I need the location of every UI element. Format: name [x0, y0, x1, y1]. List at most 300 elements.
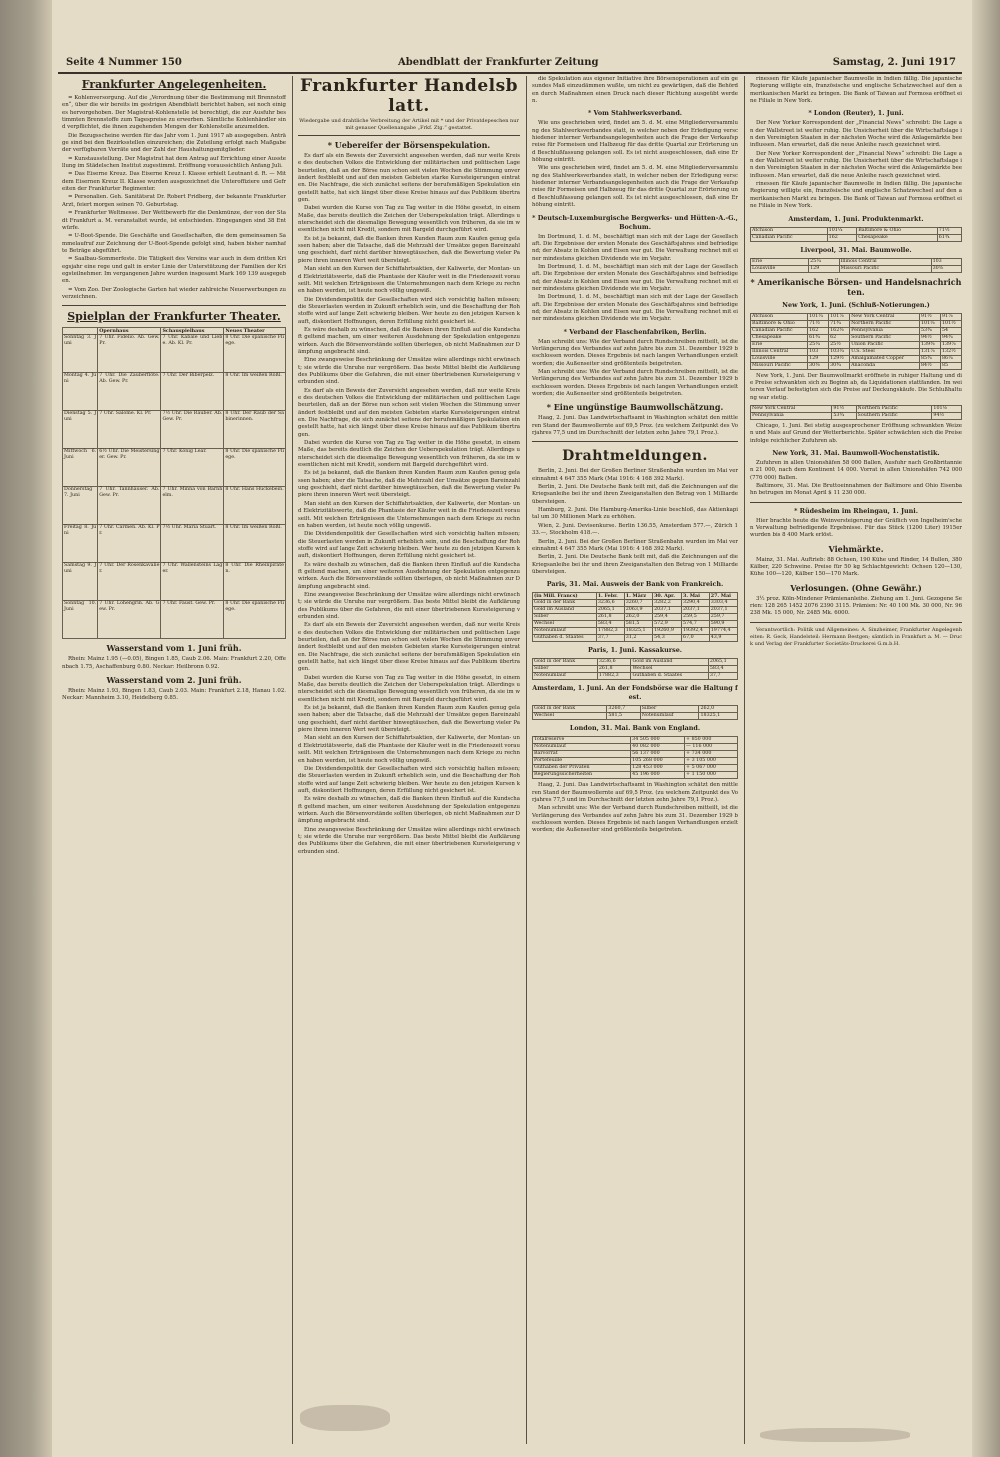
table-cell: + 850 000 — [685, 737, 738, 744]
article-paragraph: Der New Yorker Korrespondent der „Financial News“ schreibt: Die Lage an der Wallstreet ist weiter ruhig. Die Unsicherheit über die Wirtschaftslage in den Vereinigten Staaten in der nächsten Woche wird die Anlagemärkte beeinflussen. Man erwartet, daß die neue Anleihe rasch gezeichnet wird. — [750, 120, 962, 149]
liverpool-table — [750, 258, 962, 273]
day-cell: Donnerstag 7. Juni — [63, 487, 98, 525]
day-cell: Dienstag 5. Juni — [63, 411, 98, 449]
water-level-title: Wasserstand vom 1. Juni früh. — [106, 643, 242, 654]
table-cell: 45 196 000 — [631, 772, 685, 779]
imprint: Verantwortlich: Politik und Allgemeines: A. Sinzheimer, Frankfurter Angelegenheiten: R. Geck, Handelsteil: Hermann Bestgen; sämtlich in Frankfurt a. M. — Druck und Verlag der Frankfurter Societäts-Druckerei G.m.b.H. — [750, 626, 962, 648]
table-cell: 94½ — [932, 412, 962, 419]
table-cell: Southern Pacific — [850, 334, 920, 341]
table-row — [533, 772, 738, 779]
new-york-quotes-table — [750, 313, 962, 370]
book-binding — [0, 0, 52, 1457]
table-cell: Notenumlauf — [533, 744, 631, 751]
table-row — [751, 327, 962, 334]
wire-paragraph: Berlin, 2. Juni. Die Deutsche Bank teilt mit, daß die Zeichnungen auf die Kriegsanleihe bei ihr und ihren Zweiganstalten den Betrag von 1 Milliarde übersteigen. — [532, 484, 738, 505]
wire-paragraph: Berlin, 2. Juni. Die Deutsche Bank teilt mit, daß die Zeichnungen auf die Kriegsanleihe bei ihr und ihren Zweiganstalten den Betrag von 1 Milliarde übersteigen. — [532, 554, 738, 575]
table-cell: 17882,3 — [596, 628, 624, 635]
article-title: * Uebereifer der Börsenspekulation. — [327, 140, 491, 150]
article-paragraph: Eine zwangsweise Beschränkung der Umsätze wäre allerdings nicht erwünscht; sie würde die Unruhe nur vergrößern. Das beste Mittel bleibt die Aufklärung des Publikums über die Gefahren, die mit einer übertriebenen Kurssteigerung verbunden sind. — [298, 591, 520, 620]
table-cell: 86¼ — [940, 355, 961, 362]
table-cell: Chesapeake — [751, 334, 808, 341]
day-cell: Freitag 8. Juni — [63, 525, 98, 563]
article-paragraph: Man sieht an den Kursen der Schiffahrtsaktien, der Kaliwerte, der Montan- und Elektrizitätswerte, daß die Phantasie der Käufer weit in die Friedenszeit vorauseilt. Mit welchen Erträgnissen die Unternehmungen nach dem Kriege zu rechnen haben werden, ist heute noch völlig ungewiß. — [298, 735, 520, 764]
article-paragraph: = Frankfurter Weltmesse. Der Wettbewerb für die Denkmünze, der von der Stadt Frankfurt a. M. veranstaltet wurde, ist entschieden. Eingegangen sind 38 Entwürfe. — [62, 210, 286, 231]
table-cell: 2065,1 — [596, 607, 624, 614]
table-cell: 30⅜ — [808, 362, 829, 369]
play-cell: 7 Uhr. Der Biberpelz. — [161, 373, 224, 411]
table-cell: 84½ — [919, 362, 940, 369]
new-theater-cell: 8 Uhr. Die spanische Fliege. — [224, 449, 286, 487]
article-paragraph: Es wäre deshalb zu wünschen, daß die Banken ihren Einfluß auf die Kundschaft geltend machen, um einer weiteren Ausdehnung der Spekulation entgegenzuwirken. Auch die Börsenvorstände sollten überlegen, ob nicht Maßnahmen zur Dämpfung angebracht sind. — [298, 796, 520, 825]
column-business — [298, 76, 520, 1444]
table-row — [533, 659, 738, 666]
new-theater-cell: 8 Uhr. Die spanische Fliege. — [224, 601, 286, 639]
amsterdam-table — [532, 705, 738, 720]
article-paragraph: New York, 1. Juni. Der Baumwollmarkt eröffnete in ruhiger Haltung und die Preise schwankten sich zu Beginn ab, da Liquidationen stattfanden. Im weiteren Verlauf befestigten sich die Preise auf Deckungskäufe. Die Schlußhaltung war stetig. — [750, 372, 962, 401]
water-level-text: Rhein: Mainz 1.93, Bingen 1.83, Caub 2.03. Main: Frankfurt 2.18, Hanau 1.02. Neckar: Mannheim 3.10, Heidelberg 0.85. — [62, 687, 286, 702]
table-cell: 101⅛ — [919, 320, 940, 327]
table-cell: New York Central — [850, 313, 920, 320]
table-row — [751, 355, 962, 362]
table-cell: + 5 067 000 — [685, 765, 738, 772]
article-title: * Verband der Flaschenfabriken, Berlin. — [563, 327, 707, 336]
table-cell: Southern Pacific — [856, 412, 932, 419]
article-paragraph: = Saalbau-Sommerfeste. Die Tätigkeit des Vereins war auch in dem dritten Kriegsjahr eine rege und galt in erster Linie der Unterstützung der Familien der Kriegsteilnehmer. Im vergangenen Jahre wurden insgesamt Mark 169 139 ausgegeben. — [62, 256, 286, 285]
table-cell: Guthaben d. Staates — [631, 673, 708, 680]
table-row — [533, 737, 738, 744]
table-cell: 2037,1 — [653, 607, 682, 614]
table-row — [751, 341, 962, 348]
water-level-text: Rhein: Mainz 1.95 (—0.05), Bingen 1.85, Caub 2.06. Main: Frankfurt 2.20, Offenbach 1.75, Aschaffenburg 0.80. Neckar: Heilbronn 0.92. — [62, 656, 286, 670]
new-theater-cell: 8 Uhr. Die spanische Fliege. — [224, 335, 286, 373]
table-cell: — 116 000 — [685, 744, 738, 751]
business-section-title: Frankfurter Handelsblatt. — [299, 76, 519, 116]
table-cell: 3303,4 — [709, 600, 737, 607]
table-row — [533, 744, 738, 751]
table-row — [751, 412, 962, 419]
table-cell: Canadian Pacific — [751, 234, 828, 241]
table-cell: 583,4 — [596, 621, 624, 628]
table-cell: Erie — [751, 341, 808, 348]
table-title: Amsterdam, 1. Juni. An der Fondsbörse war die Haltung fest. — [532, 684, 738, 702]
article-paragraph: = Kohlenversorgung. Auf die „Verordnung über die Bestimmung mit Brennstoffen“, über die wir bereits im gestrigen Abendblatt berichtet haben, sei noch einiges hervorgehoben. Der Magistrat-Kohlenstelle ist berechtigt, die zur Ausfuhr bestimmten Brennstoffe zum Tagespreise zu erwerben. Sämtliche Kohlenhändler sind verpflichtet, die ihnen zugehenden Mengen der Kohlenstelle anzumelden. — [62, 95, 286, 131]
new-theater-cell: 8 Uhr. Der Raub der Sabinerinnen. — [224, 411, 286, 449]
table-cell: Erie — [751, 258, 809, 265]
table-row — [533, 600, 738, 607]
table-row — [533, 607, 738, 614]
day-cell: Samstag 9. Juni — [63, 563, 98, 601]
table-row — [533, 765, 738, 772]
article-paragraph: Eine zwangsweise Beschränkung der Umsätze wäre allerdings nicht erwünscht; sie würde die Unruhe nur vergrößern. Das beste Mittel bleibt die Aufklärung des Publikums über die Gefahren, die mit einer übertriebenen Kurssteigerung verbunden sind. — [298, 826, 520, 855]
table-cell: U.S. Steel — [850, 348, 920, 355]
table-cell: Guthaben der Privaten — [533, 765, 631, 772]
article-paragraph: Hier brachte heute die Weinversteigerung der Gräflich von Ingelheim'schen Verwaltung befriedigende Ergebnisse. Für das Stück (1200 Liter) 1915er wurden bis 8 400 Mark erlöst. — [750, 517, 962, 539]
table-cell: 262,0 — [624, 614, 652, 621]
article-paragraph: Man sieht an den Kursen der Schiffahrtsaktien, der Kaliwerte, der Montan- und Elektrizitätswerte, daß die Phantasie der Käufer weit in die Friedenszeit vorauseilt. Mit welchen Erträgnissen die Unternehmungen nach dem Kriege zu rechnen haben werden, ist heute noch völlig ungewiß. — [298, 500, 520, 529]
table-cell: 101¼ — [827, 227, 857, 234]
article-paragraph: Es wäre deshalb zu wünschen, daß die Banken ihren Einfluß auf die Kundschaft geltend machen, um einer weiteren Ausdehnung der Spekulation entgegenzuwirken. Auch die Börsenvorstände sollten überlegen, ob nicht Maßnahmen zur Dämpfung angebracht sind. — [298, 561, 520, 590]
article-paragraph: Der New Yorker Korrespondent der „Financial News“ schreibt: Die Lage an der Wallstreet ist weiter ruhig. Die Unsicherheit über die Wirtschaftslage in den Vereinigten Staaten in der nächsten Woche wird die Anlagemärkte beeinflussen. Man erwartet, daß die neue Anleihe rasch gezeichnet wird. — [750, 150, 962, 179]
table-cell: 129½ — [829, 355, 850, 362]
play-cell: 7 Uhr. König Lear. — [161, 449, 224, 487]
wire-paragraph: Berlin, 2. Juni. Bei der Großen Berliner Straßenbahn wurden im Mai vereinnahmt 4 647 355 Mark (Mai 1916: 4 168 392 Mark). — [532, 538, 738, 552]
article-paragraph: rinessen für Käufe japanischer Baumwolle in Indien fällig. Die japanische Regierung willigte ein, französische und englische Schatzwechsel auf den amerikanischen Markt zu bringen. Die Bank of Taiwan auf Formosa eröffnet eine Filiale in New York. — [750, 76, 962, 105]
article-paragraph: die Spekulation aus eigener Initiative ihre Börsenoperationen auf ein gesundes Maß einzudämmen wußte, um nicht zu gewärtigen, daß die Behörden durch Maßnahmen einen Druck nach dieser Richtung ausgeübt werden. — [532, 76, 738, 105]
table-cell: 85¾ — [919, 355, 940, 362]
article-paragraph: Es ist ja bekannt, daß die Banken ihren Kunden Raum zum Kaufen genug gelassen haben; aber die Tatsache, daß die Mehrzahl der Umsätze gegen Bareinzahlung geschieht, darf nicht darüber hinwegtäuschen, daß die Bewertung vieler Papiere ihren inneren Wert weit übersteigt. — [298, 470, 520, 499]
table-cell: 581,5 — [607, 713, 640, 720]
table-cell: Atchison — [751, 227, 828, 234]
table-row — [751, 313, 962, 320]
section-title: Viehmärkte. — [828, 543, 884, 554]
table-cell: 18325,1 — [699, 713, 738, 720]
table-cell: 3236,6 — [596, 600, 624, 607]
table-row — [751, 348, 962, 355]
table-cell: 581,5 — [624, 621, 652, 628]
opera-cell: 7 Uhr. Salome. Kl. Pr. — [98, 411, 161, 449]
table-title: Paris, 31. Mai. Ausweis der Bank von Frankreich. — [546, 580, 724, 589]
table-cell: 2037,1 — [682, 607, 710, 614]
play-cell: 7 Uhr. Kabale und Liebe. Ab. Kl. Pr. — [161, 335, 224, 373]
play-cell: 7½ Uhr. Die Räuber. Ab. Gew. Pr. — [161, 411, 224, 449]
bank-france-table — [532, 592, 738, 642]
new-theater-cell: 8 Uhr. Im weißen Rößl. — [224, 525, 286, 563]
table-row — [63, 449, 286, 487]
copyright-note: Wiedergabe und drahtliche Verbreitung der Artikel mit * und der Privatdepeschen nur mit genauer Quellenangabe „Frkf. Ztg.“ gestattet. — [299, 118, 519, 131]
article-paragraph: Eine zwangsweise Beschränkung der Umsätze wäre allerdings nicht erwünscht; sie würde die Unruhe nur vergrößern. Das beste Mittel bleibt die Aufklärung des Publikums über die Gefahren, die mit einer übertriebenen Kurssteigerung verbunden sind. — [298, 357, 520, 386]
table-title: Amsterdam, 1. Juni. Produktenmarkt. — [788, 214, 924, 223]
article-paragraph: Haag, 2. Juni. Das Landwirtschaftsamt in Washington schätzt den mittleren Stand der Baumwollernte auf 69,5 Proz. (zu welchem Zeitpunkt des Vorjahres 77,5 und im Durchschnitt der letzten zehn Jahre 79,1 Proz.). — [532, 782, 738, 803]
theater-header — [63, 328, 98, 335]
table-cell: 259,7 — [709, 614, 737, 621]
table-cell: 56 137 000 — [631, 751, 685, 758]
table-cell: Gold in der Bank — [533, 706, 607, 713]
issue-date: Samstag, 2. Juni 1917 — [832, 57, 956, 68]
table-cell: 53¾ — [832, 412, 856, 419]
table-cell: 162 — [808, 327, 829, 334]
produce-table — [750, 227, 962, 242]
table-header: 30. Apr. — [653, 593, 682, 600]
new-theater-cell: 8 Uhr. Die Rheinpiraten. — [224, 563, 286, 601]
table-row — [533, 614, 738, 621]
table-cell: Pennsylvania — [850, 327, 920, 334]
article-paragraph: Man schreibt uns: Wie der Verband durch Rundschreiben mitteilt, ist die Verlängerung des Verbandes auf zehn Jahre bis zum 31. Dezember 1929 beschlossen worden. Dieses Ergebnis ist nach langen Verhandlungen erzielt worden; die Außenseiter sind größtenteils beigetreten. — [532, 338, 738, 367]
article-paragraph: Es darf als ein Beweis der Zuversicht angesehen werden, daß nur weite Kreise des deutschen Volkes die Entwicklung der militärischen und politischen Lage beurteilen, daß an der Börse nun schon seit vielen Wochen die Stimmung unverändert festbleibt und auf den meisten Gebieten starke Kurssteigerungen eintraten. Die Nachfrage, die sich zunächst seitens der berufsmäßigen Spekulation eingestellt hatte, hat sich längst über diese Kreise hinaus auf das Publikum übertragen. — [298, 622, 520, 673]
play-cell: 7½ Uhr. Maria Stuart. — [161, 525, 224, 563]
table-cell: Gold in der Bank — [533, 659, 598, 666]
table-cell: Gold in der Bank — [533, 600, 597, 607]
paris-quotes-table — [532, 658, 738, 680]
article-paragraph: Dabei wurden die Kurse von Tag zu Tag weiter in die Höhe gesetzt, in einem Maße, das bereits deutlich die Zeichen der Ueberspekulation trägt. Allerdings unterscheidet sich die diesmalige Bewegung wesentlich von früheren, da sie im wesentlichen nicht mit Kredit, sondern mit Bargeld durchgeführt wird. — [298, 440, 520, 469]
article-paragraph: Im Dortmund, 1. d. M., beschäftigt man sich mit der Lage der Gesellschaft. Die Ergebnisse der ersten Monate des Geschäftsjahres sind befriedigend; der Absatz in Kohlen und Eisen war gut. Die Verwaltung rechnet mit einer mindestens gleichen Dividende wie im Vorjahr. — [532, 294, 738, 323]
table-row — [751, 405, 962, 412]
table-cell: 34 505 000 — [631, 737, 685, 744]
table-cell: 3282,2 — [653, 600, 682, 607]
table-cell: 43,9 — [709, 635, 737, 642]
table-cell: 19260,9 — [653, 628, 682, 635]
table-cell: 19774,4 — [709, 628, 737, 635]
table-cell: Illinois Central — [751, 348, 808, 355]
table-row — [751, 234, 962, 241]
article-title: * Vom Stahlwerksverband. — [587, 109, 683, 118]
wire-paragraph: Hamburg, 2. Juni. Die Hamburg-Amerika-Linie beschloß, das Aktienkapital um 30 Millionen Mark zu erhöhen. — [532, 507, 738, 521]
table-cell: Notenumlauf — [640, 713, 699, 720]
day-cell: Sonntag 3. Juni — [63, 335, 98, 373]
table-cell: Gold im Ausland — [533, 607, 597, 614]
table-cell: 61¾ — [808, 334, 829, 341]
table-cell: 572,9 — [653, 621, 682, 628]
table-row — [533, 666, 738, 673]
table-cell: Notenumlauf — [533, 673, 598, 680]
article-paragraph: Es wäre deshalb zu wünschen, daß die Banken ihren Einfluß auf die Kundschaft geltend machen, um einer weiteren Ausdehnung der Spekulation entgegenzuwirken. Auch die Börsenvorstände sollten überlegen, ob nicht Maßnahmen zur Dämpfung angebracht sind. — [298, 326, 520, 355]
table-cell: Silber — [533, 614, 597, 621]
article-paragraph: Es ist ja bekannt, daß die Banken ihren Kunden Raum zum Kaufen genug gelassen haben; aber die Tatsache, daß die Mehrzahl der Umsätze gegen Bareinzahlung geschieht, darf nicht darüber hinwegtäuschen, daß die Bewertung vieler Papiere ihren inneren Wert weit übersteigt. — [298, 235, 520, 264]
play-cell: 7 Uhr. Minna von Barnhelm. — [161, 487, 224, 525]
article-title: * Eine ungünstige Baumwollschätzung. — [546, 402, 724, 413]
article-paragraph: = Vom Zoo. Der Zoologische Garten hat wieder zahlreiche Neuerwerbungen zu verzeichnen. — [62, 286, 286, 300]
table-cell: Regierungssicherheiten — [533, 772, 631, 779]
table-cell: 103 — [931, 258, 961, 265]
table-cell: 128 453 000 — [631, 765, 685, 772]
table-cell: + 3 105 000 — [685, 758, 738, 765]
wire-paragraph: Berlin, 2. Juni. Bei der Großen Berliner Straßenbahn wurden im Mai vereinnahmt 4 647 355 Mark (Mai 1916: 4 168 392 Mark). — [532, 468, 738, 482]
article-paragraph: Zufuhren in allen Unionshäfen 58 000 Ballen, Ausfuhr nach Großbritannien 21 000, nach dem Kontinent 14 000. Vorrat in allen Unionshäfen 742 000 (776 000) Ballen. — [750, 459, 962, 481]
article-paragraph: Mainz, 31. Mai. Auftrieb: 88 Ochsen, 190 Kühe und Rinder, 14 Bullen, 380 Kälber, 220 Schweine. Preise für 50 kg Schlachtgewicht: Ochsen 120—130, Kühe 100—120, Kälber 150—170 Mark. — [750, 556, 962, 578]
cotton-futures-table — [750, 405, 962, 420]
theater-title: Spielplan der Frankfurter Theater. — [67, 310, 281, 324]
article-paragraph: Dabei wurden die Kurse von Tag zu Tag weiter in die Höhe gesetzt, in einem Maße, das bereits deutlich die Zeichen der Ueberspekulation trägt. Allerdings unterscheidet sich die diesmalige Bewegung wesentlich von früheren, da sie im wesentlichen nicht mit Kredit, sondern mit Bargeld durchgeführt wird. — [298, 674, 520, 703]
column-market-news — [532, 76, 738, 1444]
article-paragraph: Im Dortmund, 1. d. M., beschäftigt man sich mit der Lage der Gesellschaft. Die Ergebnisse der ersten Monate des Geschäftsjahres sind befriedigend; der Absatz in Kohlen und Eisen war gut. Die Verwaltung rechnet mit einer mindestens gleichen Dividende wie im Vorjahr. — [532, 233, 738, 262]
article-paragraph: Dabei wurden die Kurse von Tag zu Tag weiter in die Höhe gesetzt, in einem Maße, das bereits deutlich die Zeichen der Ueberspekulation trägt. Allerdings unterscheidet sich die diesmalige Bewegung wesentlich von früheren, da sie im wesentlichen nicht mit Kredit, sondern mit Bargeld durchgeführt wird. — [298, 205, 520, 234]
table-row — [533, 706, 738, 713]
table-row — [533, 673, 738, 680]
table-cell: 105 268 000 — [631, 758, 685, 765]
table-cell: Louisville — [751, 265, 809, 272]
table-cell: Canadian Pacific — [751, 327, 808, 334]
article-paragraph: Im Dortmund, 1. d. M., beschäftigt man sich mit der Lage der Gesellschaft. Die Ergebnisse der ersten Monate des Geschäftsjahres sind befriedigend; der Absatz in Kohlen und Eisen war gut. Die Verwaltung rechnet mit einer mindestens gleichen Dividende wie im Vorjahr. — [532, 263, 738, 292]
table-cell: + 734 000 — [685, 751, 738, 758]
table-cell: 262,0 — [699, 706, 738, 713]
table-cell: 583,4 — [708, 666, 737, 673]
table-row — [533, 628, 738, 635]
table-cell: 574,7 — [682, 621, 710, 628]
table-cell: 54,3 — [653, 635, 682, 642]
table-cell: 91⅞ — [940, 313, 961, 320]
table-cell: 3260,7 — [624, 600, 652, 607]
table-cell: 103 — [808, 348, 829, 355]
table-row — [63, 525, 286, 563]
table-cell: Northern Pacific — [856, 405, 932, 412]
table-cell: New York Central — [751, 405, 832, 412]
theater-header: Opernhaus — [98, 328, 161, 335]
table-cell: 129 — [808, 355, 829, 362]
table-cell: 139⅞ — [940, 341, 961, 348]
table-cell: 25½ — [829, 341, 850, 348]
table-row — [751, 227, 962, 234]
wire-paragraph: Wien, 2. Juni. Devisenkurse. Berlin 136.55, Amsterdam 577.—, Zürich 133.—, Stockholm 418.—. — [532, 522, 738, 537]
day-cell: Montag 4. Juni — [63, 373, 98, 411]
table-cell: 37,7 — [596, 635, 624, 642]
ink-stain — [300, 1405, 390, 1431]
table-cell: Barvorrat — [533, 751, 631, 758]
article-paragraph: = Kunstausstellung. Der Magistrat hat dem Antrag auf Errichtung einer Ausstellung im Städelschen Institut zugestimmt. Eröffnung voraussichtlich Anfang Juli. — [62, 155, 286, 170]
table-cell: 54 — [940, 327, 961, 334]
table-cell: 101⅛ — [932, 405, 962, 412]
table-cell: 2065,1 — [708, 659, 737, 666]
article-paragraph: Die Dividendenpolitik der Gesellschaften wird sich vorsichtig halten müssen; die Steuerlasten werden in Zukunft erheblich sein, und die Beschaffung der Rohstoffe wird auf lange Zeit schwierig bleiben. Wer heute zu den jetzigen Kursen kauft, diskontiert Hoffnungen, deren Erfüllung nicht gesichert ist. — [298, 296, 520, 325]
table-row — [751, 362, 962, 369]
table-cell: Wechsel — [631, 666, 708, 673]
table-header: 27. Mai — [709, 593, 737, 600]
day-cell: Mittwoch 6. Juni — [63, 449, 98, 487]
table-cell: Northern Pacific — [850, 320, 920, 327]
table-cell: 71½ — [808, 320, 829, 327]
table-cell: Silber — [533, 666, 598, 673]
article-title: * Rüdesheim im Rheingau, 1. Juni. — [794, 506, 918, 515]
table-cell: Baltimore & Ohio — [857, 227, 937, 234]
table-row — [751, 265, 962, 272]
wire-news-title: Drahtmeldungen. — [562, 448, 708, 465]
table-cell: Missouri Pacific — [839, 265, 931, 272]
table-cell: 40 082 000 — [631, 744, 685, 751]
table-cell: 37,7 — [708, 673, 737, 680]
table-row — [533, 713, 738, 720]
table-cell: 25¼ — [808, 341, 829, 348]
table-cell: 103¼ — [829, 348, 850, 355]
table-cell: 71¾ — [829, 320, 850, 327]
article-paragraph: Man schreibt uns: Wie der Verband durch Rundschreiben mitteilt, ist die Verlängerung des Verbandes auf zehn Jahre bis zum 31. Dezember 1929 beschlossen worden. Dieses Ergebnis ist nach langen Verhandlungen erzielt worden; die Außenseiter sind größtenteils beigetreten. — [532, 369, 738, 398]
article-paragraph: 3½ proz. Köln-Mindener Prämienanleihe. Ziehung am 1. Juni. Gezogene Serien: 128 265 1452 2076 2390 3115. Prämien: Nr. 40 100 Mk. 30 000, Nr. 96 238 Mk. 15 000, Nr. 2485 Mk. 6000. — [750, 595, 962, 617]
opera-cell: 7 Uhr. Carmen. Ab. Kl. Pr. — [98, 525, 161, 563]
table-row — [63, 335, 286, 373]
table-cell: Silber — [640, 706, 699, 713]
table-cell: 139⅜ — [919, 341, 940, 348]
section-title: * Amerikanische Börsen- und Handelsnachrichten. — [750, 276, 962, 297]
column-rule — [744, 76, 745, 1444]
table-cell: 2063,9 — [624, 607, 652, 614]
table-cell: 17882,3 — [597, 673, 631, 680]
table-cell: 590,9 — [709, 621, 737, 628]
table-row — [533, 751, 738, 758]
table-cell: 2037,1 — [709, 607, 737, 614]
article-paragraph: Wie uns geschrieben wird, findet am 5. d. M. eine Mitgliederversammlung des Stahlwerksverbandes statt, in welcher neben der Erledigung verschiedener interner Verbandsangelegenheiten auch die Frage der Verkaufspreise für Formeisen und Halbzeug für das dritte Quartal zur Erörterung und Beschlußfassung gelangen soll. Es ist nicht ausgeschlossen, daß eine Erhöhung eintritt. — [532, 165, 738, 209]
table-row — [63, 373, 286, 411]
table-cell: Notenumlauf — [533, 628, 597, 635]
table-title: Liverpool, 31. Mai. Baumwolle. — [800, 245, 912, 254]
table-cell: 3236,6 — [597, 659, 631, 666]
day-cell: Sonntag 10. Juni — [63, 601, 98, 639]
article-paragraph: Die Dividendenpolitik der Gesellschaften wird sich vorsichtig halten müssen; die Steuerlasten werden in Zukunft erheblich sein, und die Beschaffung der Rohstoffe wird auf lange Zeit schwierig bleiben. Wer heute zu den jetzigen Kursen kauft, diskontiert Hoffnungen, deren Erfüllung nicht gesichert ist. — [298, 765, 520, 794]
table-row — [751, 320, 962, 327]
table-cell: 162⅜ — [829, 327, 850, 334]
table-title: New York, 1. Juni. (Schluß-Notierungen.) — [782, 300, 930, 309]
table-row — [63, 563, 286, 601]
table-cell: 30⅜ — [931, 265, 961, 272]
table-header: (in Mill. Francs) — [533, 593, 597, 600]
table-cell: 61¾ — [937, 234, 961, 241]
article-title: New York, 31. Mai. Baumwoll-Wochenstatistik. — [772, 448, 940, 457]
table-row — [533, 635, 738, 642]
table-cell: 261,8 — [596, 614, 624, 621]
table-cell: Guthaben d. Staates — [533, 635, 597, 642]
table-cell: Wechsel — [533, 621, 597, 628]
opera-cell: 7 Uhr. Tannhäuser. Ab. Gew. Pr. — [98, 487, 161, 525]
table-cell: Amalgamated Copper — [850, 355, 920, 362]
table-cell: 101⅞ — [829, 313, 850, 320]
table-cell: Chesapeake — [857, 234, 937, 241]
table-cell: 25¼ — [809, 258, 839, 265]
column-international — [750, 76, 962, 1444]
table-cell: Union Pacific — [850, 341, 920, 348]
table-cell: 261,8 — [597, 666, 631, 673]
table-row — [533, 621, 738, 628]
table-cell: 91½ — [832, 405, 856, 412]
section-title: Frankfurter Angelegenheiten. — [81, 78, 267, 91]
article-paragraph: = U-Boot-Spende. Die Geschäfte und Gesellschaften, die dem gemeinsamen Sammelaufruf zur Zeichnung der U-Boot-Spende gefolgt sind, haben bisher namhafte Beträge abgeführt. — [62, 233, 286, 254]
article-paragraph: Die Bezugsscheine werden für das Jahr vom 1. Juni 1917 ab ausgegeben. Anträge sind bei den Bezirksstellen einzureichen; die Zuteilung erfolgt nach Maßgabe der verfügbaren Vorräte und der Zahl der Haushaltungsmitglieder. — [62, 132, 286, 154]
opera-cell: 7 Uhr. Lohengrin. Ab. Gew. Pr. — [98, 601, 161, 639]
article-paragraph: Haag, 2. Juni. Das Landwirtschaftsamt in Washington schätzt den mittleren Stand der Baumwollernte auf 69,5 Proz. (zu welchem Zeitpunkt des Vorjahres 77,5 und im Durchschnitt der letzten zehn Jahre 79,1 Proz.). — [532, 415, 738, 437]
table-row — [63, 601, 286, 639]
table-cell: Atchison — [751, 313, 808, 320]
table-cell: 129 — [809, 265, 839, 272]
opera-cell: 7 Uhr. Fidelio. Ab. Gew. Pr. — [98, 335, 161, 373]
theater-header: Schauspielhaus — [161, 328, 224, 335]
article-paragraph: Es darf als ein Beweis der Zuversicht angesehen werden, daß nur weite Kreise des deutschen Volkes die Entwicklung der militärischen und politischen Lage beurteilen, daß an der Börse nun schon seit vielen Wochen die Stimmung unverändert festbleibt und auf den meisten Gebieten starke Kurssteigerungen eintraten. Die Nachfrage, die sich zunächst seitens der berufsmäßigen Spekulation eingestellt hatte, hat sich längst über diese Kreise hinaus auf das Publikum übertragen. — [298, 153, 520, 204]
opera-cell: 7 Uhr. Der Rosenkavalier. — [98, 563, 161, 601]
column-rule — [526, 76, 527, 1444]
page-header — [58, 56, 962, 74]
table-header: 1. Febr. — [596, 593, 624, 600]
article-paragraph: Baltimore, 31. Mai. Die Bruttoeinnahmen der Baltimore and Ohio Eisenbahn betrugen im Monat April $ 11 230 000. — [750, 482, 962, 497]
article-paragraph: Wie uns geschrieben wird, findet am 5. d. M. eine Mitgliederversammlung des Stahlwerksverbandes statt, in welcher neben der Erledigung verschiedener interner Verbandsangelegenheiten auch die Frage der Verkaufspreise für Formeisen und Halbzeug für das dritte Quartal zur Erörterung und Beschlußfassung gelangen soll. Es ist nicht ausgeschlossen, daß eine Erhöhung eintritt. — [532, 120, 738, 164]
table-cell: Portefeuille — [533, 758, 631, 765]
table-cell: Missouri Pacific — [751, 362, 808, 369]
table-header: 3. Mai — [682, 593, 710, 600]
page-number: Seite 4 Nummer 150 — [66, 57, 182, 68]
column-rule — [292, 76, 293, 1444]
table-cell: 162 — [827, 234, 857, 241]
table-cell: 67,0 — [682, 635, 710, 642]
table-cell: 62 — [829, 334, 850, 341]
table-cell: Pennsylvania — [751, 412, 832, 419]
table-cell: Illinois Central — [839, 258, 931, 265]
table-cell: 259,4 — [653, 614, 682, 621]
table-cell: 101¼ — [808, 313, 829, 320]
table-header: 1. März — [624, 593, 652, 600]
table-cell: 19392,4 — [682, 628, 710, 635]
table-cell: 91½ — [919, 313, 940, 320]
water-level-title: Wasserstand vom 2. Juni früh. — [106, 674, 242, 685]
new-theater-cell: 8 Uhr. Hans Huckebein. — [224, 487, 286, 525]
bank-england-table — [532, 736, 738, 779]
article-title: * Deutsch-Luxemburgische Bergwerks- und Hütten-A.-G., Bochum. — [532, 213, 738, 231]
play-cell: 7 Uhr. Faust. Gew. Pr. — [161, 601, 224, 639]
table-cell: 30¾ — [829, 362, 850, 369]
article-paragraph: Chicago, 1. Juni. Bei stetig ausgesprochener Eröffnung schwankten Weizen und Mais auf Grund der Wetterberichte. Später schwächten sich die Preise infolge reichlicher Zufuhren ab. — [750, 422, 962, 444]
new-theater-cell: 8 Uhr. Im weißen Rößl. — [224, 373, 286, 411]
table-cell: Wechsel — [533, 713, 607, 720]
article-title: * London (Reuter), 1. Juni. — [808, 109, 904, 118]
theater-header: Neues Theater — [224, 328, 286, 335]
article-paragraph: Es ist ja bekannt, daß die Banken ihren Kunden Raum zum Kaufen genug gelassen haben; aber die Tatsache, daß die Mehrzahl der Umsätze gegen Bareinzahlung geschieht, darf nicht darüber hinwegtäuschen, daß die Bewertung vieler Papiere ihren inneren Wert weit übersteigt. — [298, 705, 520, 734]
table-cell: 85 — [940, 362, 961, 369]
table-title: Paris, 1. Juni. Kassakurse. — [587, 646, 683, 655]
article-paragraph: = Personalien. Geh. Sanitätsrat Dr. Robert Fridberg, der bekannte Frankfurter Arzt, feiert morgen seinen 70. Geburtstag. — [62, 194, 286, 208]
section-title: Verlosungen. (Ohne Gewähr.) — [790, 582, 922, 593]
page-edge — [972, 0, 1000, 1457]
